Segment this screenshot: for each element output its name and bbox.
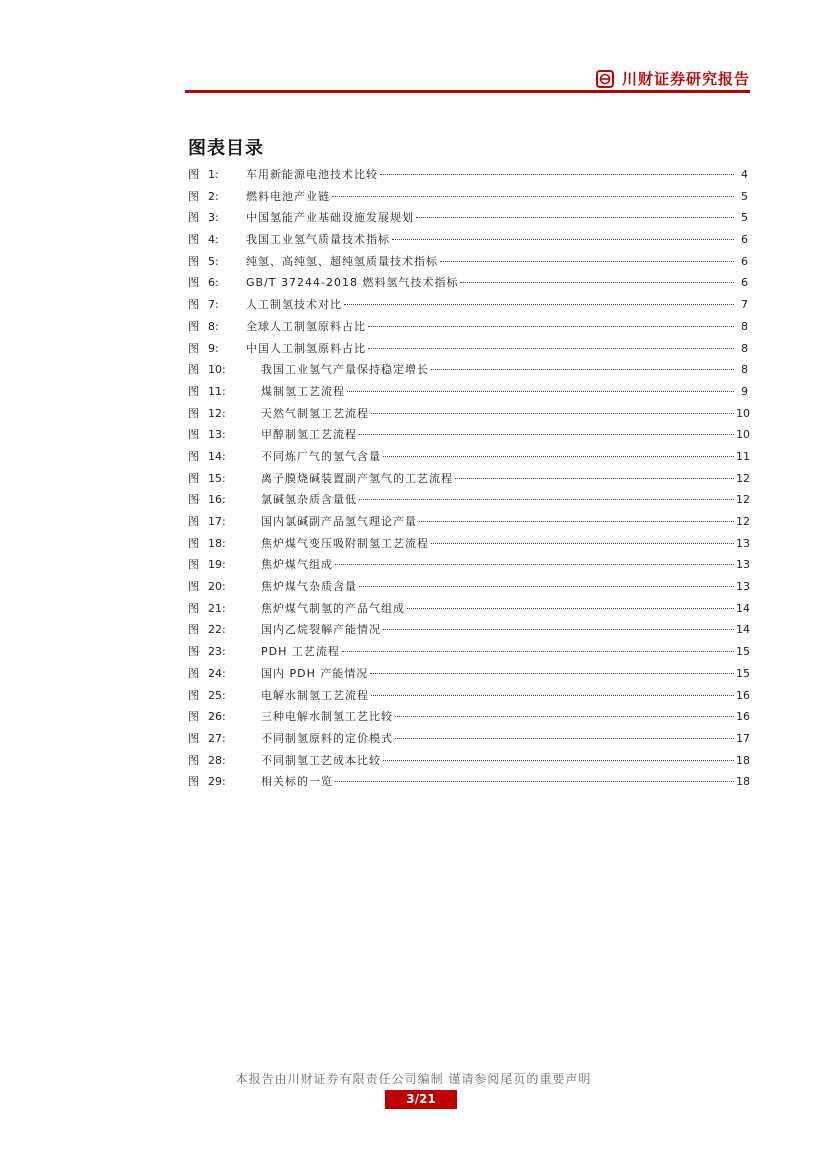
toc-entry-title: 不同炼厂气的氢气含量	[261, 449, 381, 463]
toc-entry-page: 14	[736, 601, 750, 615]
toc-entry-number: 23:	[208, 645, 226, 659]
toc-entry-number: 27:	[208, 731, 226, 745]
toc-entry-leader	[368, 348, 734, 349]
toc-entry-page: 16	[736, 710, 750, 724]
toc-entry-leader	[371, 413, 734, 414]
toc-entry-label: 图	[188, 753, 199, 767]
toc-entry-number: 17:	[208, 515, 226, 528]
toc-entry-page: 9	[741, 384, 748, 398]
toc-entry-label: 图	[188, 601, 199, 615]
toc-entry-number: 11:	[208, 384, 226, 398]
toc-entry-label: 图	[188, 449, 199, 463]
toc-entry-page: 12	[736, 471, 750, 485]
toc-entry-number: 3:	[208, 211, 219, 225]
toc-entry-number: 13:	[208, 428, 226, 442]
toc-entry-label: 图	[188, 775, 199, 789]
toc-entry-title: 离子膜烧碱装置副产氢气的工艺流程	[261, 471, 453, 485]
toc-entry-label: 图	[188, 580, 199, 594]
toc-entry-title: 焦炉煤气杂质含量	[261, 580, 357, 594]
toc-entry-number: 29:	[208, 775, 226, 789]
toc-entry-number: 18:	[208, 536, 226, 550]
toc-entry-page: 18	[736, 753, 750, 767]
toc-entry-leader	[370, 673, 734, 674]
toc-entry-number: 7:	[208, 298, 219, 312]
toc-entry[interactable]	[188, 535, 748, 557]
toc-entry-title: 中国人工制氢原料占比	[246, 341, 366, 355]
toc-entry-label: 图	[188, 558, 199, 572]
toc-entry-leader	[335, 781, 734, 782]
toc-entry-page: 5	[741, 189, 748, 203]
toc-entry[interactable]	[188, 361, 748, 383]
toc-entry-number: 5:	[208, 254, 219, 268]
toc-entry-leader	[383, 456, 734, 457]
toc-entry-title: 车用新能源电池技术比较	[246, 168, 378, 181]
toc-entry-title: 中国氢能产业基础设施发展规划	[246, 211, 414, 225]
brand-name: 川财证券研究报告	[621, 70, 750, 88]
toc-entry[interactable]	[188, 513, 748, 535]
toc-entry-title: 不同制氢原料的定价模式	[261, 731, 393, 745]
toc-entry-title: 天然气制氢工艺流程	[261, 406, 369, 420]
toc-entry[interactable]	[188, 730, 748, 752]
toc-entry-number: 2:	[208, 189, 219, 203]
toc-entry-title: 甲醇制氢工艺流程	[261, 428, 357, 442]
toc-entry-leader	[460, 282, 734, 283]
toc-entry-number: 9:	[208, 341, 219, 355]
toc-entry[interactable]	[188, 600, 748, 622]
toc-entry-leader	[395, 716, 734, 717]
toc-entry-leader	[431, 543, 734, 544]
toc-entry-label: 图	[188, 731, 199, 745]
toc-entry-number: 15:	[208, 471, 226, 485]
toc-entry-title: 焦炉煤气组成	[261, 558, 333, 572]
toc-entry-title: 国内 PDH 产能情况	[261, 666, 369, 680]
toc-entry-leader	[342, 651, 734, 652]
toc-entry-number: 28:	[208, 753, 226, 767]
toc-entry-leader	[368, 326, 734, 327]
toc-entry-leader	[359, 499, 734, 500]
toc-entry-label: 图	[188, 276, 199, 290]
toc-entry[interactable]	[188, 253, 748, 275]
toc-entry-page: 14	[736, 623, 750, 637]
toc-entry-leader	[344, 304, 734, 305]
toc-entry-label: 图	[188, 254, 199, 268]
toc-entry-leader	[383, 629, 734, 630]
toc-entry[interactable]	[188, 405, 748, 427]
toc-entry-label: 图	[188, 233, 199, 247]
toc-entry-leader	[419, 521, 734, 522]
toc-entry-title: 焦炉煤气变压吸附制氢工艺流程	[261, 536, 429, 550]
toc-entry[interactable]	[188, 188, 748, 210]
toc-entry-page: 17	[736, 731, 750, 745]
toc-entry-number: 10:	[208, 363, 226, 377]
brand	[596, 68, 750, 89]
toc-entry-title: 全球人工制氢原料占比	[246, 319, 366, 333]
toc-entry-number: 25:	[208, 688, 226, 702]
toc-entry[interactable]	[188, 470, 748, 492]
toc-entry-number: 22:	[208, 623, 226, 637]
header-divider	[185, 90, 750, 93]
toc-entry-leader	[440, 261, 734, 262]
toc-entry[interactable]	[188, 340, 748, 362]
toc-entry-title: 国内乙烷裂解产能情况	[261, 623, 381, 637]
toc-entry-page: 13	[736, 558, 750, 572]
toc-entry-leader	[371, 695, 734, 696]
toc-entry[interactable]	[188, 643, 748, 665]
toc-entry-page: 8	[741, 319, 748, 333]
company-logo-icon	[596, 70, 614, 88]
toc-entry-leader	[335, 564, 734, 565]
toc-entry-label: 图	[188, 319, 199, 333]
toc-entry[interactable]	[188, 687, 748, 709]
toc-entry[interactable]	[188, 426, 748, 448]
toc-entry-label: 图	[188, 515, 199, 528]
toc-entry[interactable]	[188, 708, 748, 730]
toc-entry-label: 图	[188, 384, 199, 398]
toc-entry-page: 8	[741, 363, 748, 377]
toc-entry[interactable]	[188, 556, 748, 578]
toc-entry-page: 6	[741, 254, 748, 268]
toc-entry[interactable]	[188, 491, 748, 513]
toc-entry-page: 10	[736, 428, 750, 442]
report-header	[185, 66, 750, 92]
page-number-badge: 3/21	[385, 1090, 457, 1109]
toc-entry-title: 焦炉煤气制氢的产品气组成	[261, 601, 405, 615]
toc-entry-leader	[359, 586, 734, 587]
toc-entry-leader	[380, 174, 734, 175]
toc-entry-leader	[416, 217, 734, 218]
toc-entry-title: 煤制氢工艺流程	[261, 384, 345, 398]
toc-title: 图表目录	[188, 138, 264, 159]
toc-entry[interactable]	[188, 318, 748, 340]
toc-entry-page: 13	[736, 536, 750, 550]
toc-entry-page: 12	[736, 515, 750, 528]
toc-entry-leader	[359, 434, 734, 435]
toc-entry-number: 19:	[208, 558, 226, 572]
toc-entry-title: 人工制氢技术对比	[246, 298, 342, 312]
toc-entry-page: 15	[736, 645, 750, 659]
toc-entry[interactable]	[188, 621, 748, 643]
toc-entry-title: 相关标的一览	[261, 775, 333, 789]
toc-entry-label: 图	[188, 471, 199, 485]
toc-entry[interactable]	[188, 752, 748, 774]
toc-entry-number: 12:	[208, 406, 226, 420]
toc-entry-number: 24:	[208, 666, 226, 680]
toc-entry[interactable]	[188, 166, 748, 188]
toc-entry-title: GB/T 37244-2018 燃料氢气技术指标	[246, 276, 459, 290]
toc-entry[interactable]	[188, 448, 748, 470]
toc-entry-page: 7	[741, 298, 748, 312]
toc-entry-label: 图	[188, 298, 199, 312]
toc-entry-page: 4	[741, 168, 748, 181]
toc-entry-title: 我国工业氢气质量技术指标	[246, 233, 390, 247]
toc-entry-label: 图	[188, 168, 199, 181]
toc-entry-number: 4:	[208, 233, 219, 247]
toc-entry-number: 8:	[208, 319, 219, 333]
toc-entry-number: 14:	[208, 449, 226, 463]
toc-entry-number: 20:	[208, 580, 226, 594]
toc-entry-leader	[395, 738, 734, 739]
toc-entry-number: 21:	[208, 601, 226, 615]
toc-entry-label: 图	[188, 666, 199, 680]
toc-entry[interactable]	[188, 209, 748, 231]
toc-entry-title: 国内氯碱副产品氢气理论产量	[261, 515, 417, 528]
toc-entry-title: PDH 工艺流程	[261, 645, 340, 659]
toc-entry-title: 燃料电池产业链	[246, 189, 330, 203]
toc-entry-label: 图	[188, 493, 199, 507]
toc-entry[interactable]	[188, 274, 748, 296]
toc-entry-page: 11	[736, 449, 750, 463]
toc-entry-label: 图	[188, 189, 199, 203]
toc-entry-label: 图	[188, 363, 199, 377]
toc-entry-label: 图	[188, 623, 199, 637]
toc-entry[interactable]	[188, 383, 748, 405]
toc-entry-label: 图	[188, 688, 199, 702]
toc-entry-page: 12	[736, 493, 750, 507]
toc-entry-page: 6	[741, 276, 748, 290]
toc-entry-label: 图	[188, 536, 199, 550]
toc-entry-title: 纯氢、高纯氢、超纯氢质量技术指标	[246, 254, 438, 268]
toc-entry-title: 我国工业氢气产量保持稳定增长	[261, 363, 429, 377]
toc-entry-page: 16	[736, 688, 750, 702]
toc-entry-title: 电解水制氢工艺流程	[261, 688, 369, 702]
toc-entry-page: 8	[741, 341, 748, 355]
toc-entry-leader	[347, 391, 734, 392]
toc-entry-label: 图	[188, 341, 199, 355]
toc-entry-number: 6:	[208, 276, 219, 290]
toc-entry-label: 图	[188, 645, 199, 659]
toc-entry-leader	[383, 760, 734, 761]
toc-entry-page: 13	[736, 580, 750, 594]
toc-entry-label: 图	[188, 710, 199, 724]
toc-entry-title: 氯碱氢杂质含量低	[261, 493, 357, 507]
toc-entry-title: 不同制氢工艺成本比较	[261, 753, 381, 767]
toc-entry-number: 1:	[208, 168, 219, 181]
toc-entry[interactable]	[188, 231, 748, 253]
toc-entry-number: 16:	[208, 493, 226, 507]
toc-entry-label: 图	[188, 428, 199, 442]
footer-disclaimer: 本报告由川财证券有限责任公司编制 谨请参阅尾页的重要声明	[235, 1072, 592, 1086]
toc-entry-title: 三种电解水制氢工艺比较	[261, 710, 393, 724]
toc-entry-label: 图	[188, 211, 199, 225]
toc-entry-page: 18	[736, 775, 750, 789]
toc-entry-label: 图	[188, 406, 199, 420]
toc-entry-leader	[332, 196, 734, 197]
toc-entry-page: 10	[736, 406, 750, 420]
toc-entry-leader	[407, 608, 734, 609]
toc-entry-page: 15	[736, 666, 750, 680]
toc-entry-leader	[431, 369, 734, 370]
toc-entry-number: 26:	[208, 710, 226, 724]
toc-entry[interactable]	[188, 578, 748, 600]
toc-entry[interactable]	[188, 296, 748, 318]
toc-entry-page: 6	[741, 233, 748, 247]
toc-entry-leader	[392, 239, 734, 240]
toc-entry[interactable]	[188, 665, 748, 687]
toc-entry-leader	[455, 478, 734, 479]
toc-entry-page: 5	[741, 211, 748, 225]
toc-entry[interactable]	[188, 773, 748, 795]
toc-list	[188, 166, 748, 795]
